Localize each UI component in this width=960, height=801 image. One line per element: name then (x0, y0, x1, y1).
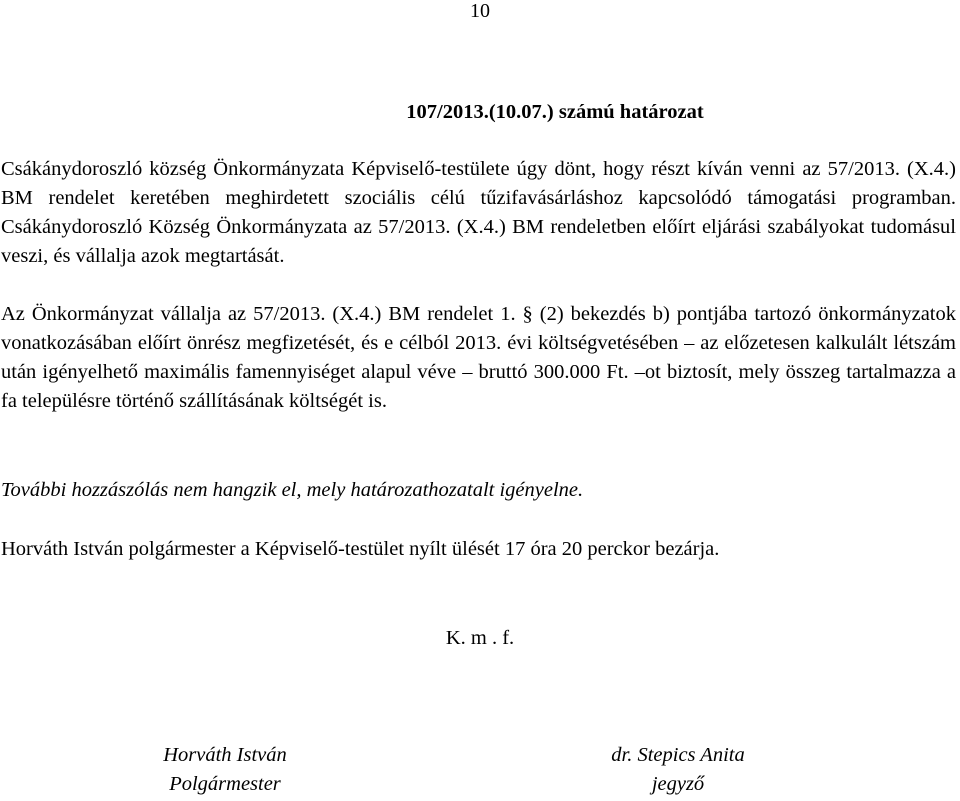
signature-notary (588, 741, 768, 799)
italic-statement: További hozzászólás nem hangzik el, mely határozathozatalt igényelne. (1, 479, 584, 501)
signature-mayor (135, 741, 315, 799)
resolution-paragraph: Az Önkormányzat vállalja az 57/2013. (X.4.) BM rendelet 1. § (2) bekezdés b) pontjába tartozó önkormányzatok vonatkozásában előírt önrész megfizetését, és e célból 2013. évi költségvetésében – az előzetesen kalkulált létszám után igényelhető maximális famennyiséget alapul véve – bruttó 300.000 Ft. –ot biztosít, mely összeg tartalmazza a fa településre történő szállításának költségét is. (1, 303, 956, 412)
signature-role: Polgármester (169, 773, 281, 795)
signature-role: jegyző (651, 773, 705, 795)
signature-name: Horváth István (163, 744, 287, 766)
closing-statement: Horváth István polgármester a Képviselő-testület nyílt ülését 17 óra 20 perckor bezárja. (1, 538, 720, 560)
kmf-mark: K. m . f. (445, 627, 515, 649)
page-number: 10 (470, 0, 490, 22)
resolution-paragraph: Csákánydoroszló község Önkormányzata Képviselő-testülete úgy dönt, hogy részt kíván venni az 57/2013. (X.4.) BM rendelet keretében meghirdetett szociális célú tűzifavásárláshoz kapcsolódó támogatási programban. Csákánydoroszló Község Önkormányzata az 57/2013. (X.4.) BM rendeletben előírt eljárási szabályokat tudomásul veszi, és vállalja azok megtartását. (1, 158, 956, 267)
resolution-title: 107/2013.(10.07.) számú határozat (406, 101, 704, 123)
signature-name: dr. Stepics Anita (611, 744, 745, 766)
